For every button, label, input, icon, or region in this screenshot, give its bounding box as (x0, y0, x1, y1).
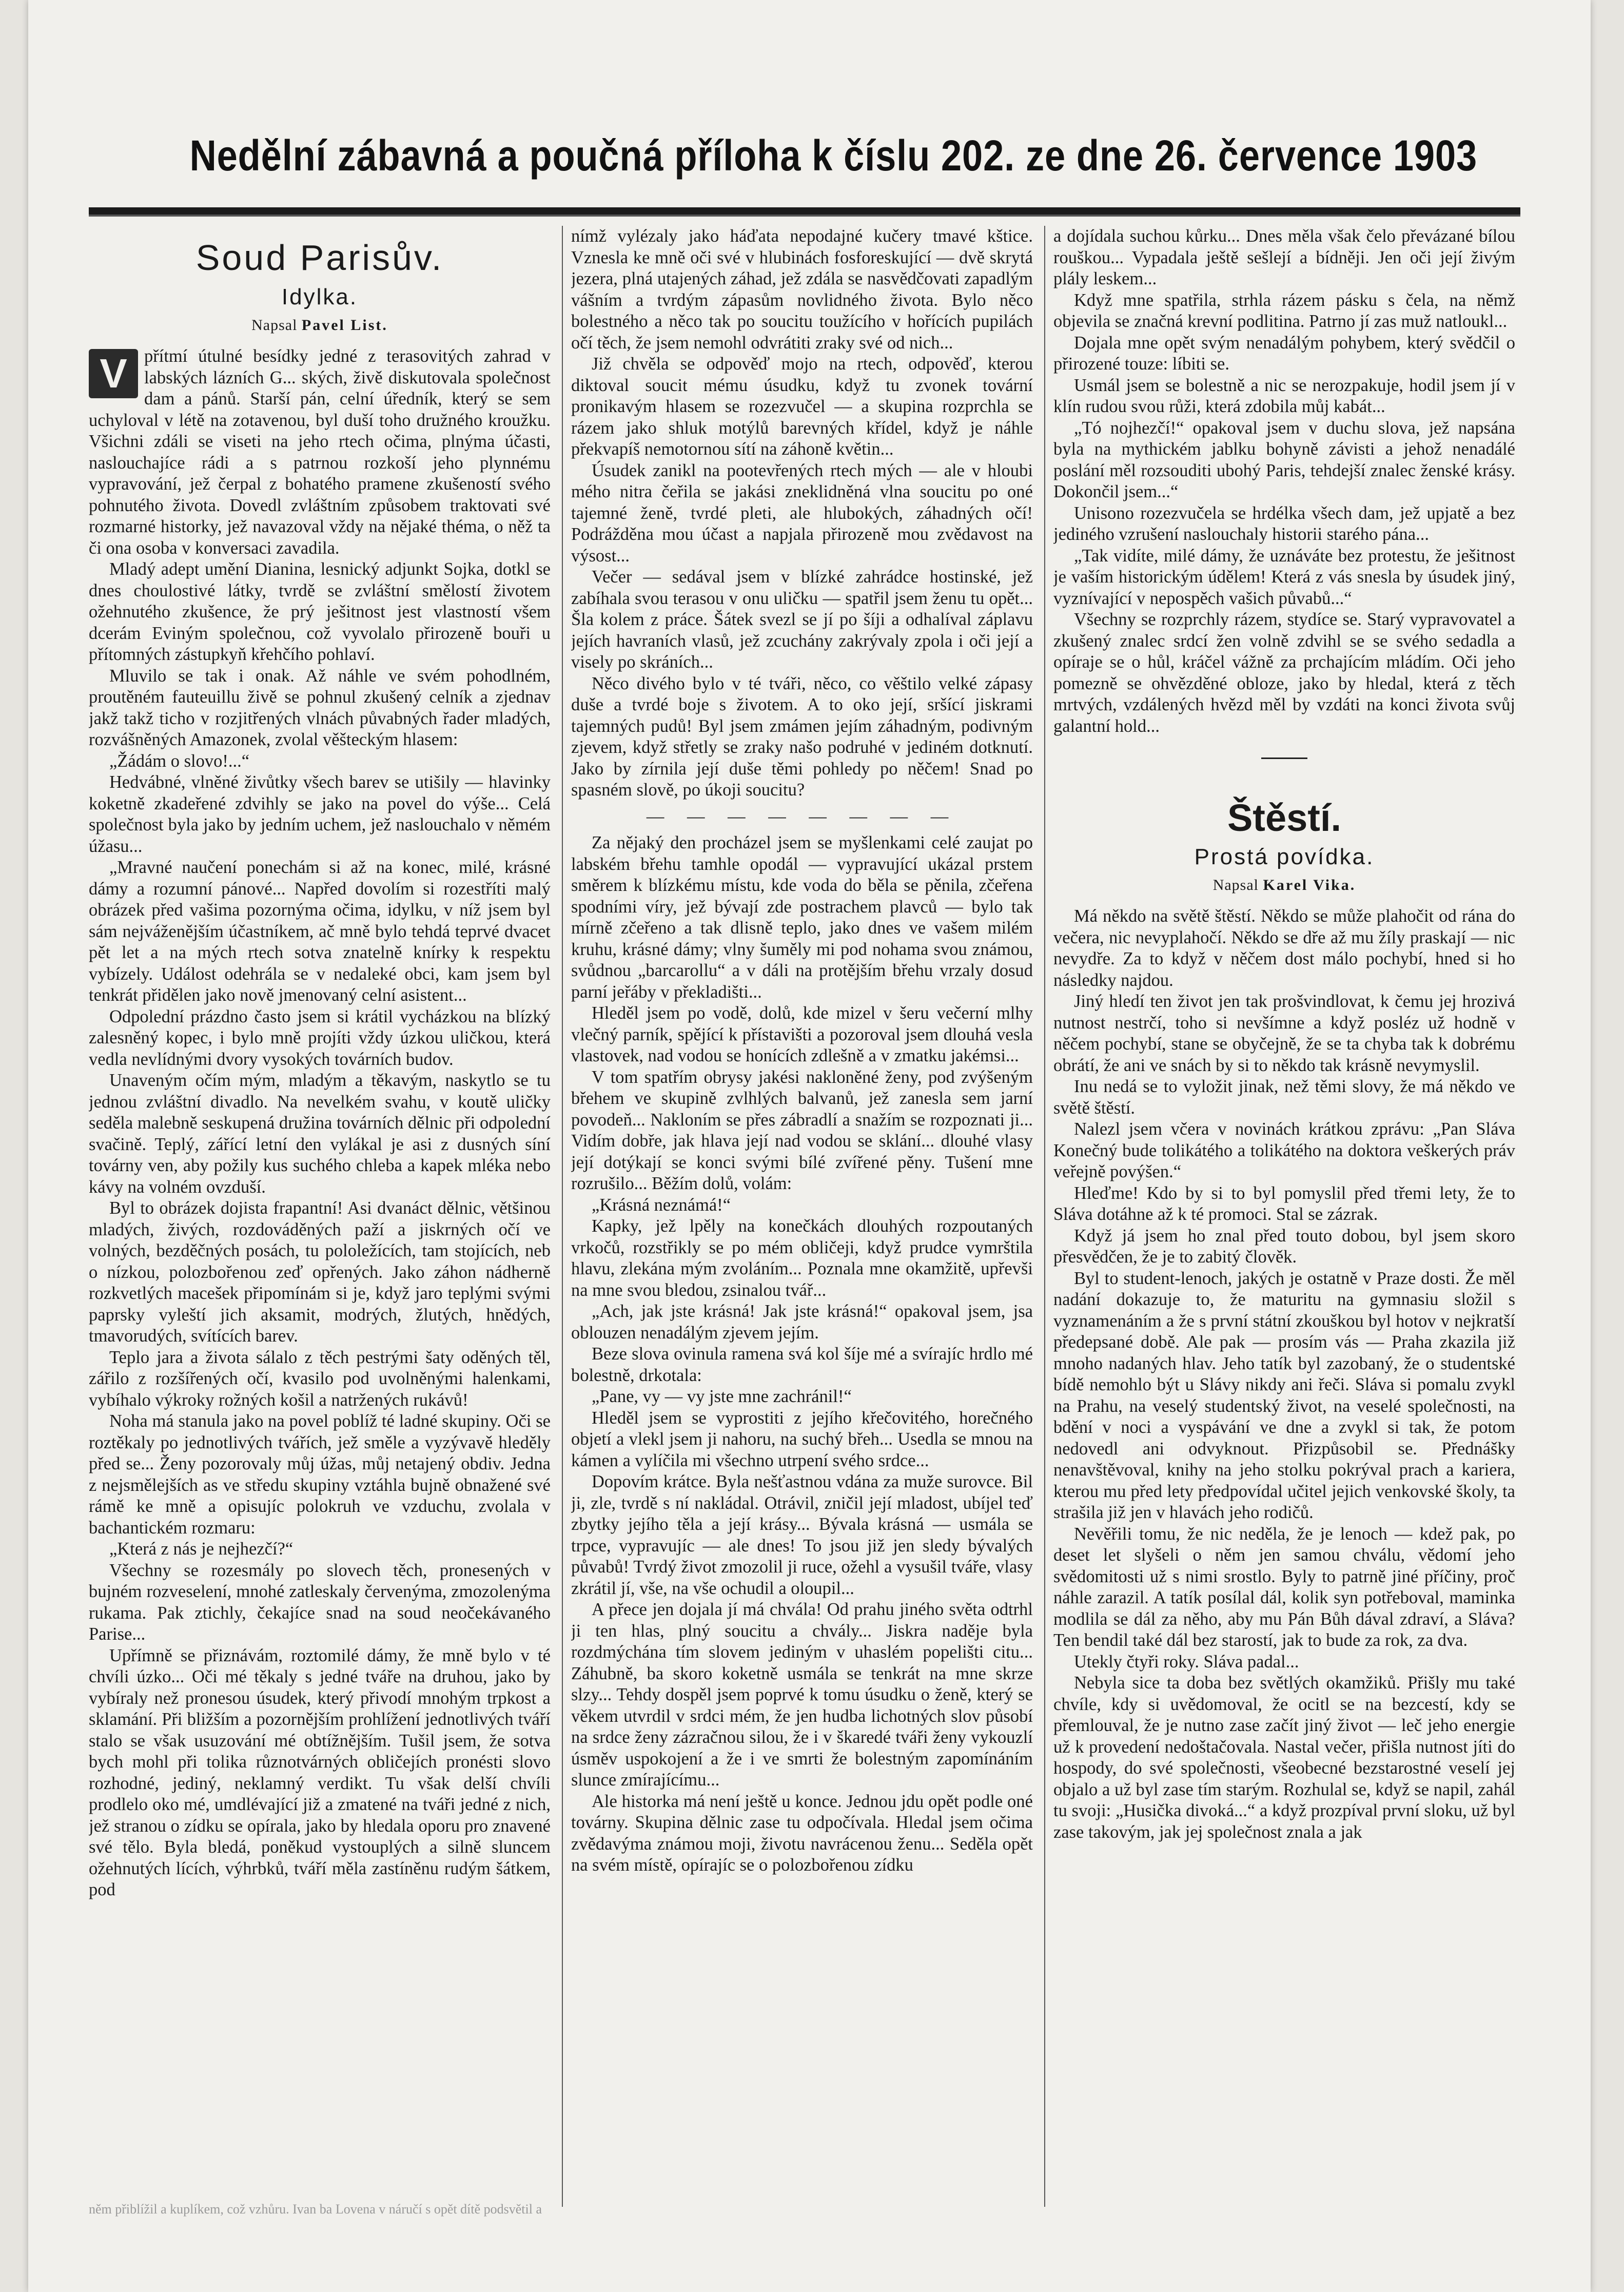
paragraph: Za nějaký den procházel jsem se myšlenkami celé zaujat po labském břehu tamhle opodál — vypravující ukázal prstem směrem k blízkému místu, kde voda do běla se pěnila, zčeřena spodními víry, jež bývají zde postrachem plavců — bylo tak mírně zčeřeno a tak dlisně teplo, jako dnes ve vašem milém kruhu, krásné dámy; vlny šuměly mi pod nohama svou známou, svůdnou „barcarollu“ a v dáli na protějším břehu vrzaly dosud parní jeřáby v překladišti... (571, 833, 1033, 1002)
story-subtitle: Prostá povídka. (1194, 844, 1375, 869)
paragraph: „Tak vidíte, milé dámy, že uznáváte bez protestu, že ješitnost je vaším historickým údělem! Která z vás snesla by úsudek jiný, vyznívající v nepospěch vašich půvabů...“ (1053, 546, 1515, 608)
paragraph: Hedvábné, vlněné živůtky všech barev se utišily — hlavinky koketně zkadeřené zdvihly se jako na povel do výše... Celá společnost byla jako by jedním uchem, jež naslouchalo v němém úžasu... (89, 772, 551, 856)
author-prefix: Napsal (1212, 877, 1259, 894)
masthead-rule (89, 207, 1520, 217)
section-break: — — — — — — — — (646, 806, 958, 826)
paragraph: Odpolední prázdno často jsem si krátil vycházkou na blízký zalesněný kopec, i bylo mně projíti vždy úzkou uličkou, která vedla nevlídnými dvory vysokých továrních budov. (89, 1006, 551, 1069)
author-name: Karel Vika. (1263, 877, 1356, 894)
bleed-through-text: něm přiblížil a kuplíkem, což vzhůru. Ivan ba Lovena v náručí s opět dítě podsvětil a (89, 2202, 542, 2217)
paragraph: Teplo jara a života sálalo z těch pestrými šaty oděných těl, zářilo z rozšířených očí, kvasilo pod uvolněnými halenkami, vybíhalo výkroky rožných košil a natržených rukávů! (89, 1347, 551, 1410)
paragraph: Usmál jsem se bolestně a nic se nerozpakuje, hodil jsem jí v klín rudou svou růži, která zdobila můj kabát... (1053, 375, 1515, 416)
paragraph: „Která z nás je nejhezčí?“ (109, 1539, 294, 1559)
story-author (89, 313, 551, 338)
paragraph: Mladý adept umění Dianina, lesnický adjunkt Sojka, dotkl se dnes choulostivé látky, tvrdě se zvláštní smělostí životem ožehnutého zkušence, že prý ješitnost jest vlastností všem dcerám Eviným společnou, což vyvolalo přirozeně bouři u přítomných zástupkyň křehčího pohlaví. (89, 559, 551, 664)
paragraph: V tom spatřím obrysy jakési nakloněné ženy, pod zvýšeným břehem ve skupině zvlhlých balvanů, jež zanesla sem jarní povodeň... Nakloním se přes zábradlí a snažím se rozpoznati ji... Vidím dobře, jak hlava její nad vodou se sklání... dlouhé vlasy její dotýkají se konci svými bílé zvířené pěny. Tušení mne rozrušilo... Běžím dolů, volám: (571, 1067, 1033, 1193)
paragraph: Když já jsem ho znal před touto dobou, byl jsem skoro přesvědčen, že je to zabitý člověk. (1053, 1226, 1515, 1267)
paragraph: „Tó nojhezčí!“ opakoval jsem v duchu slova, jež napsána byla na mythickém jablku bohyně závisti a jehož nenadálé poslání měl rozsouditi ubohý Paris, tehdejší znalec ženské krásy. Dokončil jsem...“ (1053, 418, 1515, 501)
author-prefix: Napsal (251, 317, 298, 334)
paragraph: Hleděl jsem se vyprostiti z jejího křečovitého, horečného objetí a vlekl jsem ji nahoru, na suchý břeh... Usedla se mnou na kámen a vylíčila mi všechno utrpení svého srdce... (571, 1408, 1033, 1470)
column-3 (1053, 226, 1515, 2217)
newspaper-page (28, 0, 1591, 2292)
paragraph: Beze slova ovinula ramena svá kol šíje mé a svírajíc hrdlo mé bolestně, drkotala: (571, 1344, 1033, 1385)
story-title: Soud Parisův. (195, 238, 444, 278)
column-1 (89, 226, 551, 2217)
paragraph: Dojala mne opět svým nenadálým pohybem, který svědčil o přirozené touze: líbiti se. (1053, 333, 1515, 374)
paragraph: Inu nedá se to vyložit jinak, než těmi slovy, že má někdo ve světě štěstí. (1053, 1077, 1515, 1118)
paragraph: A přece jen dojala jí má chvála! Od prahu jiného světa odtrhl ji ten hlas, plný soucitu a chvály... Jiskra naděje byla rozdmýchána tím slovem jediným v uhaslém popelišti citu... Záhubně, ba skoro koketně usmála se tenkrát na mne skrze slzy... Tehdy dospěl jsem poprvé k tomu úsudku o ženě, který se věkem utvrdil v srdci mém, že jen hudba lichotných slov působí na srdce ženy zázračnou silou, že i v škaredé tváři ženy vykouzlí úsměv uspokojení a že i ve smrti že bolestným zapomínáním slunce zmírajícímu... (571, 1600, 1033, 1790)
paragraph: Již chvěla se odpověď mojo na rtech, odpověď, kterou diktoval soucit mému úsudku, když tu zvonek tovární pronikavým hlasem se rozezvučel — a skupina rozprchla se rázem jako shluk motýlů barevných křídel, když je náhle překvapíš nemotornou sítí na záhoně květin... (571, 354, 1033, 459)
paragraph: Má někdo na světě štěstí. Někdo se může plahočit od rána do večera, nic nevyplahočí. Někdo se dře až mu žíly praskají — nic nevydře. Za to když v něčem dost málo pochybí, hned si ho následky najdou. (1053, 906, 1515, 990)
paragraph: Byl to obrázek dojista frapantní! Asi dvanáct dělnic, většinou mladých, živých, rozdováděných paží a jiskrných očí ve volných, bezděčných posách, tu pololežících, tam stojících, neb o nízkou, polozbořenou zeď opřených. Jako záhon nádherně rozkvetlých macešek připomínám si je, když jaro teplými svými paprsky vyleští jich aksamit, modrých, žlutých, hnědých, tmavorudých, svítících barev. (89, 1198, 551, 1346)
paragraph: Upřímně se přiznávám, roztomilé dámy, že mně bylo v té chvíli úzko... Oči mé těkaly s jedné tváře na druhou, jako by vybíraly než pronesou úsudek, který přivodí mnohým trpkost a sklamání. Při bližším a pozornějším prohlížení jednotlivých tváří stalo se však usuzování mé obtížnějším. Tušil jsem, že sotva bych mohl při tolika různotvárných obličejích pronésti slovo rozhodné, jediný, neklamný verdikt. Tu však delší chvíli prodlelo oko mé, umdlévající již a zmatené na tváři jedné z nich, jež stranou o zídku se opírala, jako by hledala oporu pro znavené své tělo. Byla bledá, poněkud vystouplých a silně sluncem ožehnutých lících, výhrbků, tváří měla zastíněnu rudým šátkem, pod (89, 1645, 551, 1899)
paragraph: Hleděl jsem po vodě, dolů, kde mizel v šeru večerní mlhy vlečný parník, spějící k přístavišti a pozoroval jsem dlouhá vesla vlastovek, nad vodou se honících zdlešně a v zmatku jakémsi... (571, 1003, 1033, 1065)
paragraph: V přítmí útulné besídky jedné z terasovitých zahrad v labských lázních G... ských, živě diskutovala společnost dam a pánů. Starší pán, celní úředník, který se sem uchyloval v létě na zotavenou, byl duší toho družného kroužku. Všichni zdáli se viseti na jeho rtech očima, plnýma účasti, naslouchajíce rádi a s patrnou rozkoší jeho plynnému vypravování, jež čerpal z bohatého pramene zkušeností svého pohnutého života. Dovedl zvláštním způsobem traktovati své rozmarné historky, jež navazoval vždy na nějaké théma, o něž ta či ona osoba v konversaci zavadila. (89, 346, 551, 558)
story-author (1053, 873, 1515, 898)
paragraph: Hleďme! Kdo by si to byl pomyslil před třemi lety, že to Sláva dotáhne až k té promoci. Stal se zázrak. (1053, 1183, 1515, 1224)
author-name: Pavel List. (301, 317, 388, 334)
paragraph: „Ach, jak jste krásná! Jak jste krásná!“ opakoval jsem, jsa oblouzen nenadálým zjevem jejím. (571, 1302, 1033, 1343)
paragraph: Večer — sedával jsem v blízké zahrádce hostinské, jež zabíhala svou terasou v onu uličku — spatřil jsem ženu tu opět... Šla kolem z práce. Šátek svezl se jí po šíji a odhalíval záplavu jejích havraních vlasů, jež zcuchány zakrývaly zpola i oči její a visely po skráních... (571, 567, 1033, 672)
dropcap: V (89, 349, 138, 398)
paragraph: „Mravné naučení ponechám si až na konec, milé, krásné dámy a rozumní pánové... Napřed dovolím si rozestříti malý obrázek před vašima pozornýma očima, idylku, v níž jsem byl sám nejváženějším účastníkem, ač mně bylo tehdá teprvé dvacet pět let a na mých rtech sotva znatelně knírky k respektu vybízely. Událost odehrála se v nedaleké obci, kam jsem byl tenkrát přidělen jako nově jmenovaný celní asistent... (89, 858, 551, 1005)
paragraph: Úsudek zanikl na pootevřených rtech mých — ale v hloubi mého nitra čeřila se jakási zneklidněná vlna soucitu po oné tajemné ženě, tvrdé pleti, ale hlubokých, záhadných očí! Podrážděna mou účast a napjala přirozeně mou zvědavost na výsost... (571, 460, 1033, 566)
paragraph: a dojídala suchou kůrku... Dnes měla však čelo převázané bílou rouškou... Vypadala ještě sešlejí a bídněji. Jen oči její živým plály leskem... (1053, 226, 1515, 288)
story-separator (1261, 757, 1307, 759)
paragraph: Nebyla sice ta doba bez světlých okamžiků. Přišly mu také chvíle, kdy si uvědomoval, že ocitl se na bezcestí, kdy se přemlouval, že je nutno zase začít jiný život — leč jeho energie už k provedení nedoštačovala. Nastal večer, přišla nutnost jíti do hospody, do své společnosti, všeobecné bezstarostné veselí jej objalo a už byl zase tím starým. Rozhulal se, když se napil, zahál tu svoji: „Husička divoká...“ a když prozpíval první sloku, už byl zase takovým, jak jej společnost znala a jak (1053, 1673, 1515, 1842)
paragraph: Všechny se rozesmály po slovech těch, pronesených v bujném rozveselení, mnohé zatleskaly červenýma, zmozolenýma rukama. Pak ztichly, čekajíce snad na soud neočekávaného Parise... (89, 1560, 551, 1644)
paragraph: „Žádám o slovo!...“ (109, 751, 250, 771)
column-divider (562, 226, 563, 2207)
paragraph: Když mne spatřila, strhla rázem pásku s čela, na němž objevila se značná krevní podlitina. Patrno jí zas muž natloukl... (1053, 290, 1515, 331)
paragraph: Mluvilo se tak i onak. Až náhle ve svém pohodlném, proutěném fauteuillu živě se pohnul zkušený celník a zjednav jakž takž ticho v rozjitřených vlnách půvabných řader mladých, rozvášněných Amazonek, zvolal věšteckým hlasem: (89, 666, 551, 749)
paragraph: „Pane, vy — vy jste mne zachránil!“ (592, 1387, 852, 1406)
paragraph: Byl to student-lenoch, jakých je ostatně v Praze dosti. Že měl nadání dokazuje to, že maturitu na gymnasiu složil s vyznamenáním a že s první státní zkouškou byl hotov v nejkratší předepsané době. Ale pak — prosím vás — Praha zkazila již mnoho nadaných hlav. Jeho tatík byl zazobaný, že o studentské bídě nemohlo být u Slávy nikdy ani řeči. Sláva si pomalu zvykl na Prahu, na veselý studentský život, na veselé společnosti, na bdění v noci a vyspávání ve dne a zvykl si tak, že potom nedovedl ani odvyknout. Přizpůsobil se. Přednášky nenavštěvoval, knihy na jeho stolku pokrýval prach a kariera, kterou mu před lety předpovídal učitel jejich venkovské školy, ta strašila již jen v hlavách jeho rodičů. (1053, 1268, 1515, 1522)
paragraph: Ale historka má není ještě u konce. Jednou jdu opět podle oné továrny. Skupina dělnic zase tu odpočívala. Hledal jsem očima zvědavýma známou moji, životu navrácenou ženu... Seděla opět na svém místě, opírajíc se o polozbořenou zídku (571, 1791, 1033, 1875)
paragraph: Všechny se rozprchly rázem, stydíce se. Starý vypravovatel a zkušený znalec srdcí žen volně zdvihl se se svého sedadla a opíraje se o hůl, kráčel vážně za prchajícím mládím. Oči jeho pomezně se ohvězděné obloze, jako by hledal, která z těch mrtvých, vzdálených hvězd měl by vzdáti na konci života svůj galantní hold... (1053, 610, 1515, 736)
story-subtitle: Idylka. (281, 284, 358, 309)
paragraph: Utekly čtyři roky. Sláva padal... (1074, 1652, 1299, 1672)
paragraph: Něco divého bylo v té tváři, něco, co věštilo velké zápasy duše a tvrdé boje s životem. A to oko její, sršící jiskrami tajemných pudů! Byl jsem zmámen jejím záhadným, podivným zjevem, když střetly se zraky našo podruhé v jediném dotknutí. Jako by zírnila její duše těmi pohledy po něčem! Snad po spasném slově, po úkoji soucitu? (571, 673, 1033, 800)
paragraph: Unaveným očím mým, mladým a těkavým, naskytlo se tu jednou zvláštní divadlo. Na nevelkém svahu, v koutě uličky seděla malebně seskupená družina továrních dělnic při odpolední svačině. Teplý, zářící letní den vylákal je asi z dusných síní továrny ven, aby požily kus suchého chleba a kapek mléka nebo kávy na volném ovzduší. (89, 1071, 551, 1197)
paragraph: „Krásná neznámá!“ (592, 1195, 731, 1215)
paragraph: Noha má stanula jako na povel poblíž té ladné skupiny. Oči se roztěkaly po jednotlivých tvářích, jež směle a vyzývavě hleděly před se... Ženy pozorovaly můj úžas, můj netajený obdiv. Jedna z nejsmělejších as ve středu skupiny vztáhla bujně obnažené své rámě ke mně a opisujíc polokruh ve vzduchu, zvolala v bachantickém rozmaru: (89, 1411, 551, 1538)
paragraph: Unisono rozezvučela se hrdélka všech dam, jež upjatě a bez jediného vzrušení naslouchaly historii starého pána... (1053, 503, 1515, 544)
story-title: Štěstí. (1227, 797, 1342, 839)
paragraph: Nevěřili tomu, že nic neděla, že je lenoch — kdež pak, po deset let slyšeli o něm jen samou chválu, vědomí jeho svědomitosti už s nimi srostlo. Byly to patrně jiné příčiny, proč náhle zarazil. A tatík posílal dál, kolik syn potřeboval, maminka modlila se dál za něho, aby mu Pán Bůh dával zdraví, a Sláva? Ten bendil také dál bez starostí, jak to bude za rok, za dva. (1053, 1524, 1515, 1650)
paragraph: nímž vylézaly jako háďata nepodajné kučery tmavé kštice. Vznesla ke mně oči své v hlubinách fosforeskující — dvě skrytá jezera, plná utajených záhad, jež zdála se nasvědčovati zapadlým vášním a tvrdým zápasům novlidného života. Bylo něco bolestného a něco tak po soucitu toužícího v hořících pupilách očí těch, že jsem nemohl odvrátiti zraky své od nich... (571, 226, 1033, 353)
paragraph: Nalezl jsem včera v novinách krátkou zprávu: „Pan Sláva Konečný bude tolikátého a tolikátého na doktora veškerých práv veřejně povýšen.“ (1053, 1119, 1515, 1181)
paragraph: Kapky, jež lpěly na konečkách dlouhých rozpoutaných vrkočů, rozstřikly se po mém obličeji, když prudce vymrštila hlavu, zlekána mým zvoláním... Poznala mne okamžitě, upřevši na mne svou bledou, zsinalou tvář... (571, 1216, 1033, 1300)
column-2 (571, 226, 1033, 2217)
paragraph: Jiný hledí ten život jen tak prošvindlovat, k čemu jej hrozivá nutnost nestrčí, toho si nevšímne a když posléz už hodně v něčem pochybí, stane se obyčejně, že se ta chyba tak k dobrému obrátí, že ani ve snách by si to někdo tak krásně nevymyslil. (1053, 992, 1515, 1075)
paragraph: Dopovím krátce. Byla nešťastnou vdána za muže surovce. Bil ji, zle, tvrdě s ní nakládal. Otrávil, zničil její mladost, ubíjel teď zbytky jejího těla a její krásy... Bývala krásná — usmála se trpce, vypravujíc — ale dnes! To jsou již jen sledy bývalých půvabů! Tvrdý život zmozolil ji ruce, ožehl a vysušil tváře, vlasy zkrátil jí, vše, na vše ochudil a oloupil... (571, 1472, 1033, 1598)
masthead: Nedělní zábavná a poučná příloha k číslu 202. ze dne 26. července 1903 (189, 131, 1478, 180)
column-divider (1044, 226, 1045, 2207)
